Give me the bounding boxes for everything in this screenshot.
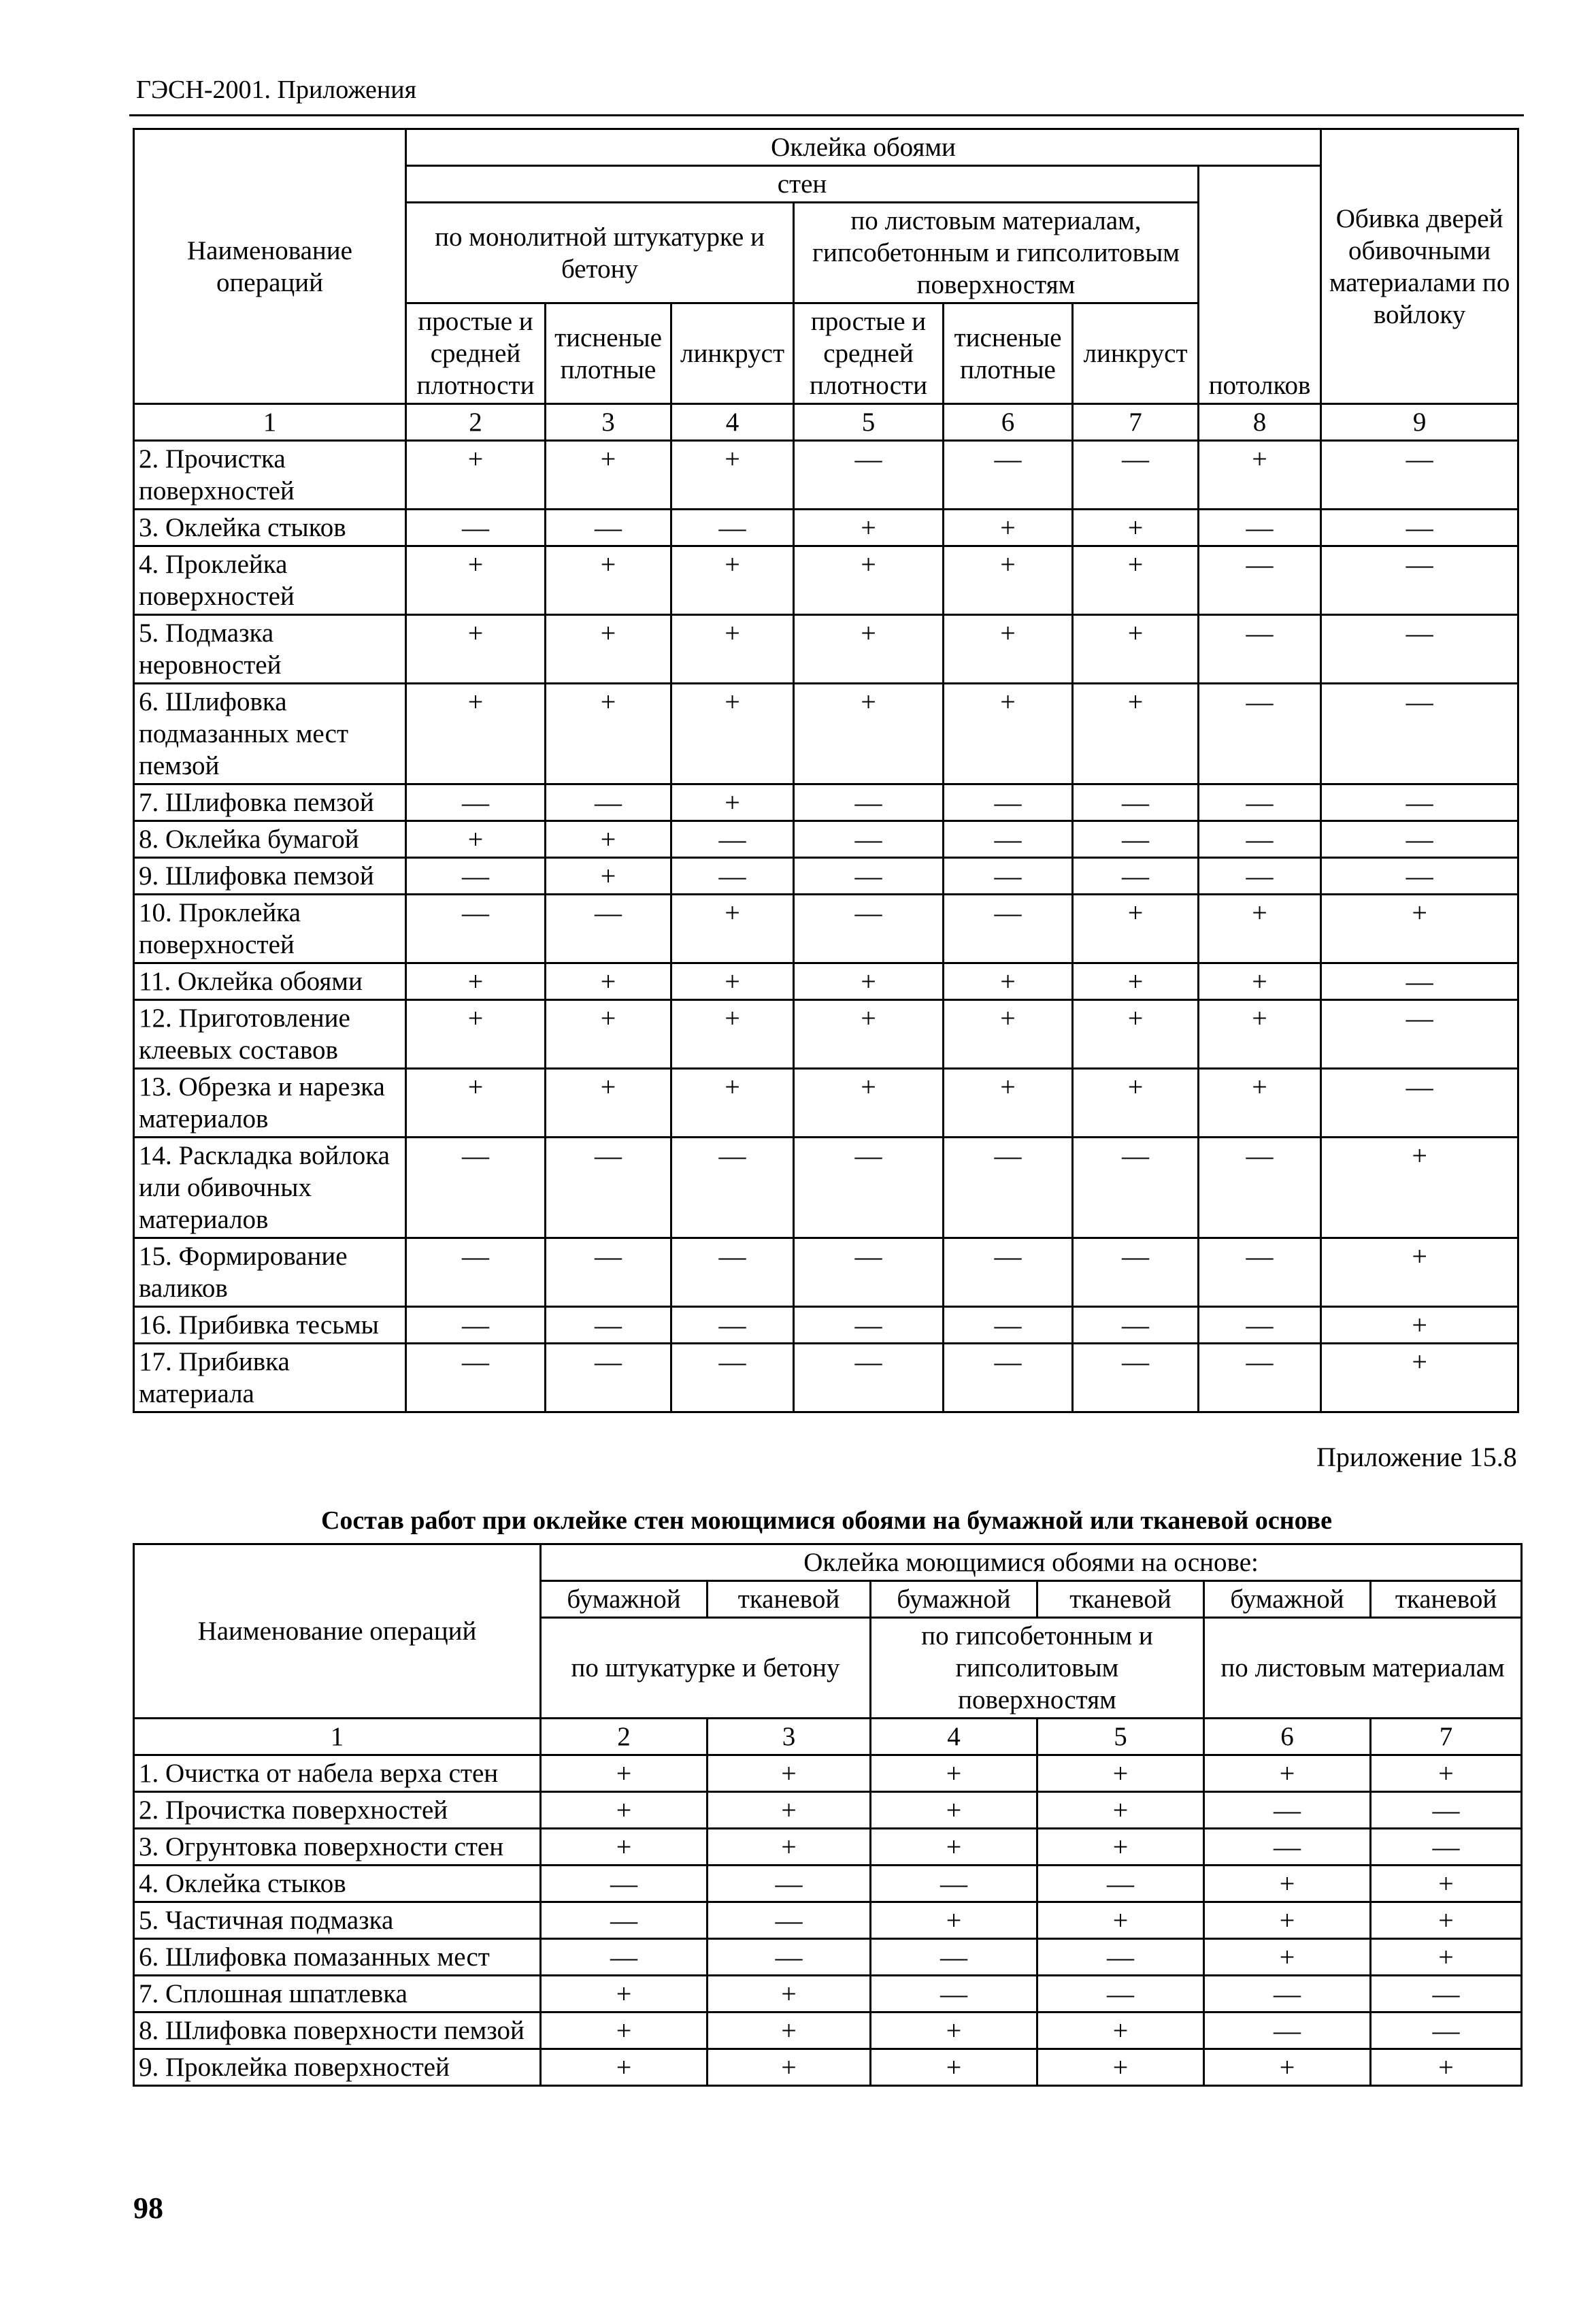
applicability-mark: — xyxy=(944,784,1073,821)
column-number: 1 xyxy=(134,1719,541,1755)
applicability-mark: + xyxy=(671,684,794,784)
t1-header-monolithic-plaster: по монолитной штукатурке и бетону xyxy=(406,203,794,303)
t2-base-header: бумажной xyxy=(541,1581,708,1618)
applicability-mark: — xyxy=(541,1902,708,1939)
applicability-mark: — xyxy=(1037,1976,1204,2012)
applicability-mark: + xyxy=(944,1069,1073,1138)
applicability-mark: + xyxy=(708,1829,871,1866)
applicability-mark: — xyxy=(671,510,794,546)
column-number: 3 xyxy=(546,404,671,441)
applicability-mark: — xyxy=(406,1307,546,1344)
applicability-mark: — xyxy=(944,821,1073,858)
applicability-mark: + xyxy=(1321,1307,1518,1344)
applicability-mark: — xyxy=(671,1138,794,1238)
operation-name: 4. Оклейка стыков xyxy=(134,1866,541,1902)
t1-header-wallpaper-group: Оклейка обоями xyxy=(406,129,1321,166)
applicability-mark: + xyxy=(871,1902,1037,1939)
t1-header-walls: стен xyxy=(406,166,1199,203)
applicability-mark: + xyxy=(406,963,546,1000)
applicability-mark: + xyxy=(1204,1939,1371,1976)
column-number-row xyxy=(134,404,1518,441)
table-row xyxy=(134,1138,1518,1238)
operation-name: 3. Огрунтовка поверхности стен xyxy=(134,1829,541,1866)
applicability-mark: — xyxy=(1371,1976,1522,2012)
applicability-mark: — xyxy=(1321,963,1518,1000)
applicability-mark: + xyxy=(1321,1344,1518,1412)
applicability-mark: + xyxy=(944,684,1073,784)
table-row xyxy=(134,784,1518,821)
table-row xyxy=(134,1344,1518,1412)
applicability-mark: — xyxy=(1199,1138,1321,1238)
applicability-mark: + xyxy=(1073,684,1199,784)
t1-header-doors: Обивка дверей обивочными материалами по войлоку xyxy=(1321,129,1518,404)
applicability-mark: — xyxy=(546,1138,671,1238)
applicability-mark: + xyxy=(1073,895,1199,963)
applicability-mark: + xyxy=(1204,2049,1371,2086)
t2-base-header: тканевой xyxy=(1037,1581,1204,1618)
applicability-mark: + xyxy=(1199,1000,1321,1069)
applicability-mark: — xyxy=(1321,441,1518,510)
applicability-mark: — xyxy=(708,1902,871,1939)
operation-name: 12. Приготовление клеевых составов xyxy=(134,1000,406,1069)
applicability-mark: + xyxy=(708,2049,871,2086)
table-row xyxy=(134,2012,1522,2049)
applicability-mark: — xyxy=(1199,510,1321,546)
applicability-mark: — xyxy=(671,1307,794,1344)
operation-name: 4. Проклейка поверхностей xyxy=(134,546,406,615)
applicability-mark: + xyxy=(541,1976,708,2012)
table-row xyxy=(134,684,1518,784)
applicability-mark: — xyxy=(944,895,1073,963)
t1-leaf-header: простые и средней плотности xyxy=(794,303,944,404)
operation-name: 9. Шлифовка пемзой xyxy=(134,858,406,895)
applicability-mark: + xyxy=(671,441,794,510)
operation-name: 8. Оклейка бумагой xyxy=(134,821,406,858)
applicability-mark: — xyxy=(1199,1238,1321,1307)
applicability-mark: + xyxy=(794,510,944,546)
applicability-mark: — xyxy=(1073,821,1199,858)
applicability-mark: — xyxy=(1204,1829,1371,1866)
applicability-mark: — xyxy=(1371,1829,1522,1866)
applicability-mark: + xyxy=(1037,1755,1204,1792)
applicability-mark: + xyxy=(944,1000,1073,1069)
operation-name: 15. Формирование валиков xyxy=(134,1238,406,1307)
applicability-mark: + xyxy=(1321,1238,1518,1307)
applicability-mark: — xyxy=(546,1344,671,1412)
applicability-mark: + xyxy=(1073,510,1199,546)
column-number: 1 xyxy=(134,404,406,441)
applicability-mark: + xyxy=(671,895,794,963)
table-row xyxy=(134,1069,1518,1138)
applicability-mark: + xyxy=(1371,1939,1522,1976)
applicability-mark: + xyxy=(1321,895,1518,963)
column-number: 4 xyxy=(671,404,794,441)
t2-header-operation-name: Наименование операций xyxy=(134,1544,541,1719)
column-number: 7 xyxy=(1073,404,1199,441)
applicability-mark: + xyxy=(541,1829,708,1866)
operation-name: 5. Подмазка неровностей xyxy=(134,615,406,684)
applicability-mark: — xyxy=(944,441,1073,510)
applicability-mark: + xyxy=(708,2012,871,2049)
applicability-mark: + xyxy=(406,441,546,510)
applicability-mark: — xyxy=(406,1344,546,1412)
t2-base-header: бумажной xyxy=(1204,1581,1371,1618)
column-number-row xyxy=(134,1719,1522,1755)
operation-name: 7. Шлифовка пемзой xyxy=(134,784,406,821)
applicability-mark: — xyxy=(871,1866,1037,1902)
applicability-mark: — xyxy=(406,510,546,546)
applicability-mark: + xyxy=(871,1792,1037,1829)
applicability-mark: + xyxy=(1073,1069,1199,1138)
applicability-mark: + xyxy=(871,1829,1037,1866)
t2-surface-header: по штукатурке и бетону xyxy=(541,1618,871,1719)
applicability-mark: + xyxy=(1204,1866,1371,1902)
applicability-mark: — xyxy=(1204,2012,1371,2049)
applicability-mark: + xyxy=(1199,963,1321,1000)
applicability-mark: + xyxy=(794,615,944,684)
applicability-mark: — xyxy=(1073,1138,1199,1238)
applicability-mark: — xyxy=(794,1307,944,1344)
applicability-mark: + xyxy=(1204,1755,1371,1792)
operation-name: 2. Прочистка поверхностей xyxy=(134,441,406,510)
column-number: 5 xyxy=(1037,1719,1204,1755)
applicability-mark: + xyxy=(1371,1866,1522,1902)
applicability-mark: + xyxy=(708,1792,871,1829)
operation-name: 14. Раскладка войлока или обивочных материалов xyxy=(134,1138,406,1238)
t1-leaf-header: тисненые плотные xyxy=(546,303,671,404)
applicability-mark: + xyxy=(1037,1902,1204,1939)
operation-name: 6. Шлифовка подмазанных мест пемзой xyxy=(134,684,406,784)
applicability-mark: — xyxy=(1321,858,1518,895)
applicability-mark: + xyxy=(708,1976,871,2012)
applicability-mark: — xyxy=(1073,858,1199,895)
applicability-mark: — xyxy=(1073,1238,1199,1307)
applicability-mark: + xyxy=(546,546,671,615)
applicability-mark: — xyxy=(794,1138,944,1238)
applicability-mark: — xyxy=(944,1307,1073,1344)
applicability-mark: + xyxy=(541,2049,708,2086)
applicability-mark: — xyxy=(1073,441,1199,510)
column-number: 9 xyxy=(1321,404,1518,441)
running-header: ГЭСН-2001. Приложения xyxy=(136,76,417,104)
applicability-mark: — xyxy=(406,858,546,895)
t1-header-operation-name: Наименование операций xyxy=(134,129,406,404)
column-number: 6 xyxy=(1204,1719,1371,1755)
t1-leaf-header: тисненые плотные xyxy=(944,303,1073,404)
applicability-mark: — xyxy=(1321,510,1518,546)
header-rule xyxy=(129,114,1524,116)
applicability-mark: + xyxy=(1037,2012,1204,2049)
applicability-mark: — xyxy=(546,1307,671,1344)
operation-name: 17. Прибивка материала xyxy=(134,1344,406,1412)
table2-title: Состав работ при оклейке стен моющимися обоями на бумажной или тканевой основе xyxy=(320,1506,1333,1535)
applicability-mark: + xyxy=(671,784,794,821)
applicability-mark: + xyxy=(1037,2049,1204,2086)
column-number: 3 xyxy=(708,1719,871,1755)
applicability-mark: + xyxy=(1321,1138,1518,1238)
table-row xyxy=(134,441,1518,510)
appendix-label: Приложение 15.8 xyxy=(1316,1442,1517,1472)
applicability-mark: — xyxy=(1199,1307,1321,1344)
applicability-mark: — xyxy=(1321,784,1518,821)
operations-table-washable-wallpaper xyxy=(133,1543,1523,2087)
table-row xyxy=(134,1939,1522,1976)
table-row xyxy=(134,1000,1518,1069)
applicability-mark: — xyxy=(871,1976,1037,2012)
applicability-mark: + xyxy=(406,821,546,858)
column-number: 2 xyxy=(406,404,546,441)
column-number: 2 xyxy=(541,1719,708,1755)
applicability-mark: + xyxy=(671,615,794,684)
applicability-mark: — xyxy=(1199,784,1321,821)
operation-name: 5. Частичная подмазка xyxy=(134,1902,541,1939)
applicability-mark: — xyxy=(1321,821,1518,858)
applicability-mark: + xyxy=(546,441,671,510)
applicability-mark: — xyxy=(794,858,944,895)
applicability-mark: — xyxy=(871,1939,1037,1976)
operation-name: 10. Проклейка поверхностей xyxy=(134,895,406,963)
t1-header-sheet-materials: по листовым материалам, гипсобетонным и гипсолитовым поверхностям xyxy=(794,203,1199,303)
applicability-mark: + xyxy=(406,684,546,784)
operation-name: 7. Сплошная шпатлевка xyxy=(134,1976,541,2012)
applicability-mark: + xyxy=(671,963,794,1000)
applicability-mark: — xyxy=(794,784,944,821)
applicability-mark: + xyxy=(406,1000,546,1069)
applicability-mark: + xyxy=(546,963,671,1000)
applicability-mark: + xyxy=(944,963,1073,1000)
applicability-mark: — xyxy=(794,895,944,963)
table-row xyxy=(134,1902,1522,1939)
applicability-mark: + xyxy=(794,963,944,1000)
t2-base-header: бумажной xyxy=(871,1581,1037,1618)
operation-name: 9. Проклейка поверхностей xyxy=(134,2049,541,2086)
applicability-mark: + xyxy=(794,546,944,615)
applicability-mark: + xyxy=(1037,1829,1204,1866)
table-row xyxy=(134,1792,1522,1829)
operation-name: 16. Прибивка тесьмы xyxy=(134,1307,406,1344)
applicability-mark: — xyxy=(1199,1344,1321,1412)
applicability-mark: + xyxy=(406,615,546,684)
table-row xyxy=(134,2049,1522,2086)
applicability-mark: — xyxy=(1037,1939,1204,1976)
table-row xyxy=(134,895,1518,963)
applicability-mark: — xyxy=(406,895,546,963)
column-number: 6 xyxy=(944,404,1073,441)
table-row xyxy=(134,1307,1518,1344)
applicability-mark: + xyxy=(708,1755,871,1792)
applicability-mark: + xyxy=(546,1069,671,1138)
applicability-mark: — xyxy=(1321,615,1518,684)
applicability-mark: — xyxy=(794,821,944,858)
applicability-mark: — xyxy=(944,1238,1073,1307)
operation-name: 13. Обрезка и нарезка материалов xyxy=(134,1069,406,1138)
applicability-mark: — xyxy=(406,1238,546,1307)
applicability-mark: — xyxy=(944,858,1073,895)
applicability-mark: — xyxy=(546,1238,671,1307)
applicability-mark: + xyxy=(1073,1000,1199,1069)
page-number: 98 xyxy=(133,2191,163,2225)
applicability-mark: — xyxy=(541,1939,708,1976)
column-number: 4 xyxy=(871,1719,1037,1755)
applicability-mark: + xyxy=(871,1755,1037,1792)
applicability-mark: — xyxy=(944,1344,1073,1412)
applicability-mark: — xyxy=(1199,684,1321,784)
applicability-mark: + xyxy=(546,821,671,858)
applicability-mark: — xyxy=(546,784,671,821)
applicability-mark: — xyxy=(708,1939,871,1976)
t1-leaf-header: линкруст xyxy=(1073,303,1199,404)
applicability-mark: — xyxy=(794,441,944,510)
applicability-mark: — xyxy=(1371,2012,1522,2049)
applicability-mark: — xyxy=(1321,684,1518,784)
table-row xyxy=(134,1238,1518,1307)
column-number: 5 xyxy=(794,404,944,441)
applicability-mark: — xyxy=(794,1344,944,1412)
t1-leaf-header: линкруст xyxy=(671,303,794,404)
t2-base-header: тканевой xyxy=(708,1581,871,1618)
applicability-mark: — xyxy=(1204,1792,1371,1829)
applicability-mark: + xyxy=(541,1792,708,1829)
table-row xyxy=(134,546,1518,615)
applicability-mark: + xyxy=(794,1000,944,1069)
table-row xyxy=(134,1976,1522,2012)
t2-base-header: тканевой xyxy=(1371,1581,1522,1618)
table-row xyxy=(134,510,1518,546)
applicability-mark: + xyxy=(671,1069,794,1138)
applicability-mark: + xyxy=(944,546,1073,615)
applicability-mark: + xyxy=(406,546,546,615)
applicability-mark: — xyxy=(794,1238,944,1307)
applicability-mark: + xyxy=(944,510,1073,546)
applicability-mark: — xyxy=(671,1238,794,1307)
operation-name: 3. Оклейка стыков xyxy=(134,510,406,546)
applicability-mark: — xyxy=(1073,784,1199,821)
t2-surface-header: по гипсобетонным и гипсолитовым поверхностям xyxy=(871,1618,1204,1719)
applicability-mark: — xyxy=(1073,1344,1199,1412)
applicability-mark: + xyxy=(541,2012,708,2049)
operation-name: 2. Прочистка поверхностей xyxy=(134,1792,541,1829)
table-row xyxy=(134,963,1518,1000)
applicability-mark: + xyxy=(1073,615,1199,684)
t1-header-ceilings: потолков xyxy=(1199,166,1321,404)
applicability-mark: — xyxy=(1321,546,1518,615)
applicability-mark: — xyxy=(546,895,671,963)
applicability-mark: + xyxy=(1199,441,1321,510)
t2-surface-header: по листовым материалам xyxy=(1204,1618,1522,1719)
applicability-mark: — xyxy=(671,1344,794,1412)
table-row xyxy=(134,1829,1522,1866)
table-row xyxy=(134,821,1518,858)
applicability-mark: — xyxy=(1199,821,1321,858)
applicability-mark: + xyxy=(1371,1902,1522,1939)
table-row xyxy=(134,615,1518,684)
applicability-mark: + xyxy=(1073,546,1199,615)
t2-header-group: Оклейка моющимися обоями на основе: xyxy=(541,1544,1522,1581)
applicability-mark: — xyxy=(406,1138,546,1238)
applicability-mark: — xyxy=(546,510,671,546)
applicability-mark: — xyxy=(1204,1976,1371,2012)
applicability-mark: + xyxy=(406,1069,546,1138)
applicability-mark: + xyxy=(546,1000,671,1069)
applicability-mark: + xyxy=(871,2049,1037,2086)
applicability-mark: + xyxy=(944,615,1073,684)
applicability-mark: — xyxy=(1321,1000,1518,1069)
applicability-mark: + xyxy=(1073,963,1199,1000)
applicability-mark: — xyxy=(541,1866,708,1902)
applicability-mark: — xyxy=(406,784,546,821)
applicability-mark: + xyxy=(671,1000,794,1069)
column-number: 7 xyxy=(1371,1719,1522,1755)
operation-name: 8. Шлифовка поверхности пемзой xyxy=(134,2012,541,2049)
applicability-mark: + xyxy=(1204,1902,1371,1939)
applicability-mark: + xyxy=(671,546,794,615)
operation-name: 11. Оклейка обоями xyxy=(134,963,406,1000)
applicability-mark: — xyxy=(1073,1307,1199,1344)
applicability-mark: + xyxy=(1199,1069,1321,1138)
applicability-mark: + xyxy=(1037,1792,1204,1829)
applicability-mark: + xyxy=(1371,1755,1522,1792)
applicability-mark: — xyxy=(1199,858,1321,895)
table-row xyxy=(134,858,1518,895)
table-row xyxy=(134,1866,1522,1902)
applicability-mark: + xyxy=(546,858,671,895)
applicability-mark: + xyxy=(541,1755,708,1792)
applicability-mark: — xyxy=(1371,1792,1522,1829)
applicability-mark: — xyxy=(1321,1069,1518,1138)
applicability-mark: + xyxy=(546,615,671,684)
applicability-mark: — xyxy=(1037,1866,1204,1902)
operations-table-wallpaper xyxy=(133,128,1519,1413)
column-number: 8 xyxy=(1199,404,1321,441)
applicability-mark: + xyxy=(794,1069,944,1138)
operation-name: 1. Очистка от набела верха стен xyxy=(134,1755,541,1792)
applicability-mark: — xyxy=(671,821,794,858)
applicability-mark: — xyxy=(1199,615,1321,684)
applicability-mark: + xyxy=(1199,895,1321,963)
applicability-mark: — xyxy=(944,1138,1073,1238)
applicability-mark: — xyxy=(708,1866,871,1902)
applicability-mark: — xyxy=(1199,546,1321,615)
applicability-mark: + xyxy=(794,684,944,784)
applicability-mark: + xyxy=(1371,2049,1522,2086)
applicability-mark: — xyxy=(671,858,794,895)
operation-name: 6. Шлифовка помазанных мест xyxy=(134,1939,541,1976)
table-row xyxy=(134,1755,1522,1792)
applicability-mark: + xyxy=(546,684,671,784)
t1-leaf-header: простые и средней плотности xyxy=(406,303,546,404)
applicability-mark: + xyxy=(871,2012,1037,2049)
